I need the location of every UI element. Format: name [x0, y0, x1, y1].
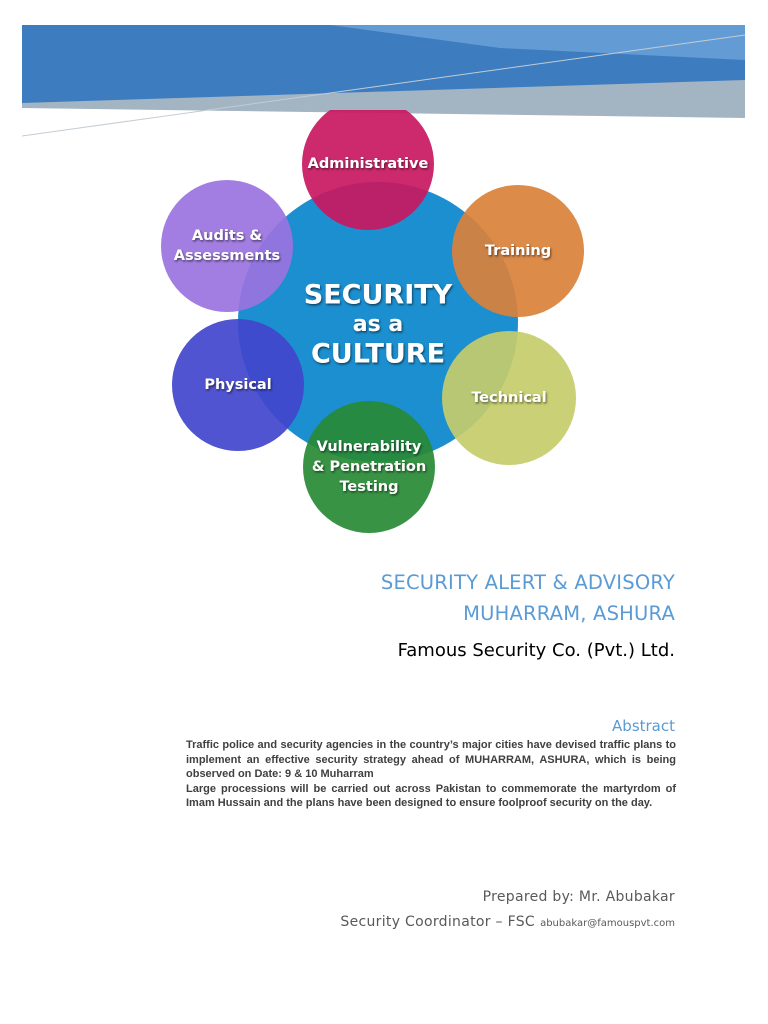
title-line-1: SECURITY ALERT & ADVISORY — [380, 571, 675, 594]
prepared-by: Prepared by: Mr. Abubakar — [482, 889, 675, 905]
node-label-audits-2: Assessments — [173, 248, 281, 264]
node-label-vulnerability-2: & Penetration — [311, 459, 427, 475]
node-label-vulnerability-3: Testing — [339, 479, 399, 495]
document-title — [381, 567, 675, 629]
security-culture-diagram — [150, 110, 600, 540]
abstract-heading: Abstract — [612, 717, 675, 735]
coordinator-role: Security Coordinator – FSC — [340, 914, 535, 930]
node-circle-audits — [161, 180, 293, 312]
node-label-technical-1: Technical — [471, 390, 547, 406]
node-label-vulnerability-1: Vulnerability — [316, 439, 422, 455]
coordinator-line — [340, 911, 675, 930]
abstract-paragraph-2: Large processions will be carried out across Pakistan to commemorate the martyrdom of Imam Hussain and the plans have been designed to ensure foolproof security on the day. — [186, 782, 676, 809]
center-text-line-1: SECURITY — [303, 279, 453, 311]
abstract-paragraph-1: Traffic police and security agencies in the country’s major cities have devised traffic plans to implement an effective security strategy ahead of MUHARRAM, ASHURA, which is being observed on Date: 9 & 10 Muharram — [186, 739, 676, 780]
node-label-administrative-1: Administrative — [307, 156, 429, 172]
center-text-line-3: CULTURE — [310, 338, 446, 370]
title-line-2: MUHARRAM, ASHURA — [463, 602, 675, 625]
node-label-physical-1: Physical — [204, 377, 272, 393]
company-name: Famous Security Co. (Pvt.) Ltd. — [397, 640, 675, 661]
node-label-audits-1: Audits & — [191, 228, 263, 244]
abstract-body — [186, 738, 676, 811]
center-text-line-2: as a — [352, 312, 404, 337]
coordinator-email: abubakar@famouspvt.com — [540, 918, 675, 929]
node-label-training-1: Training — [484, 243, 552, 259]
